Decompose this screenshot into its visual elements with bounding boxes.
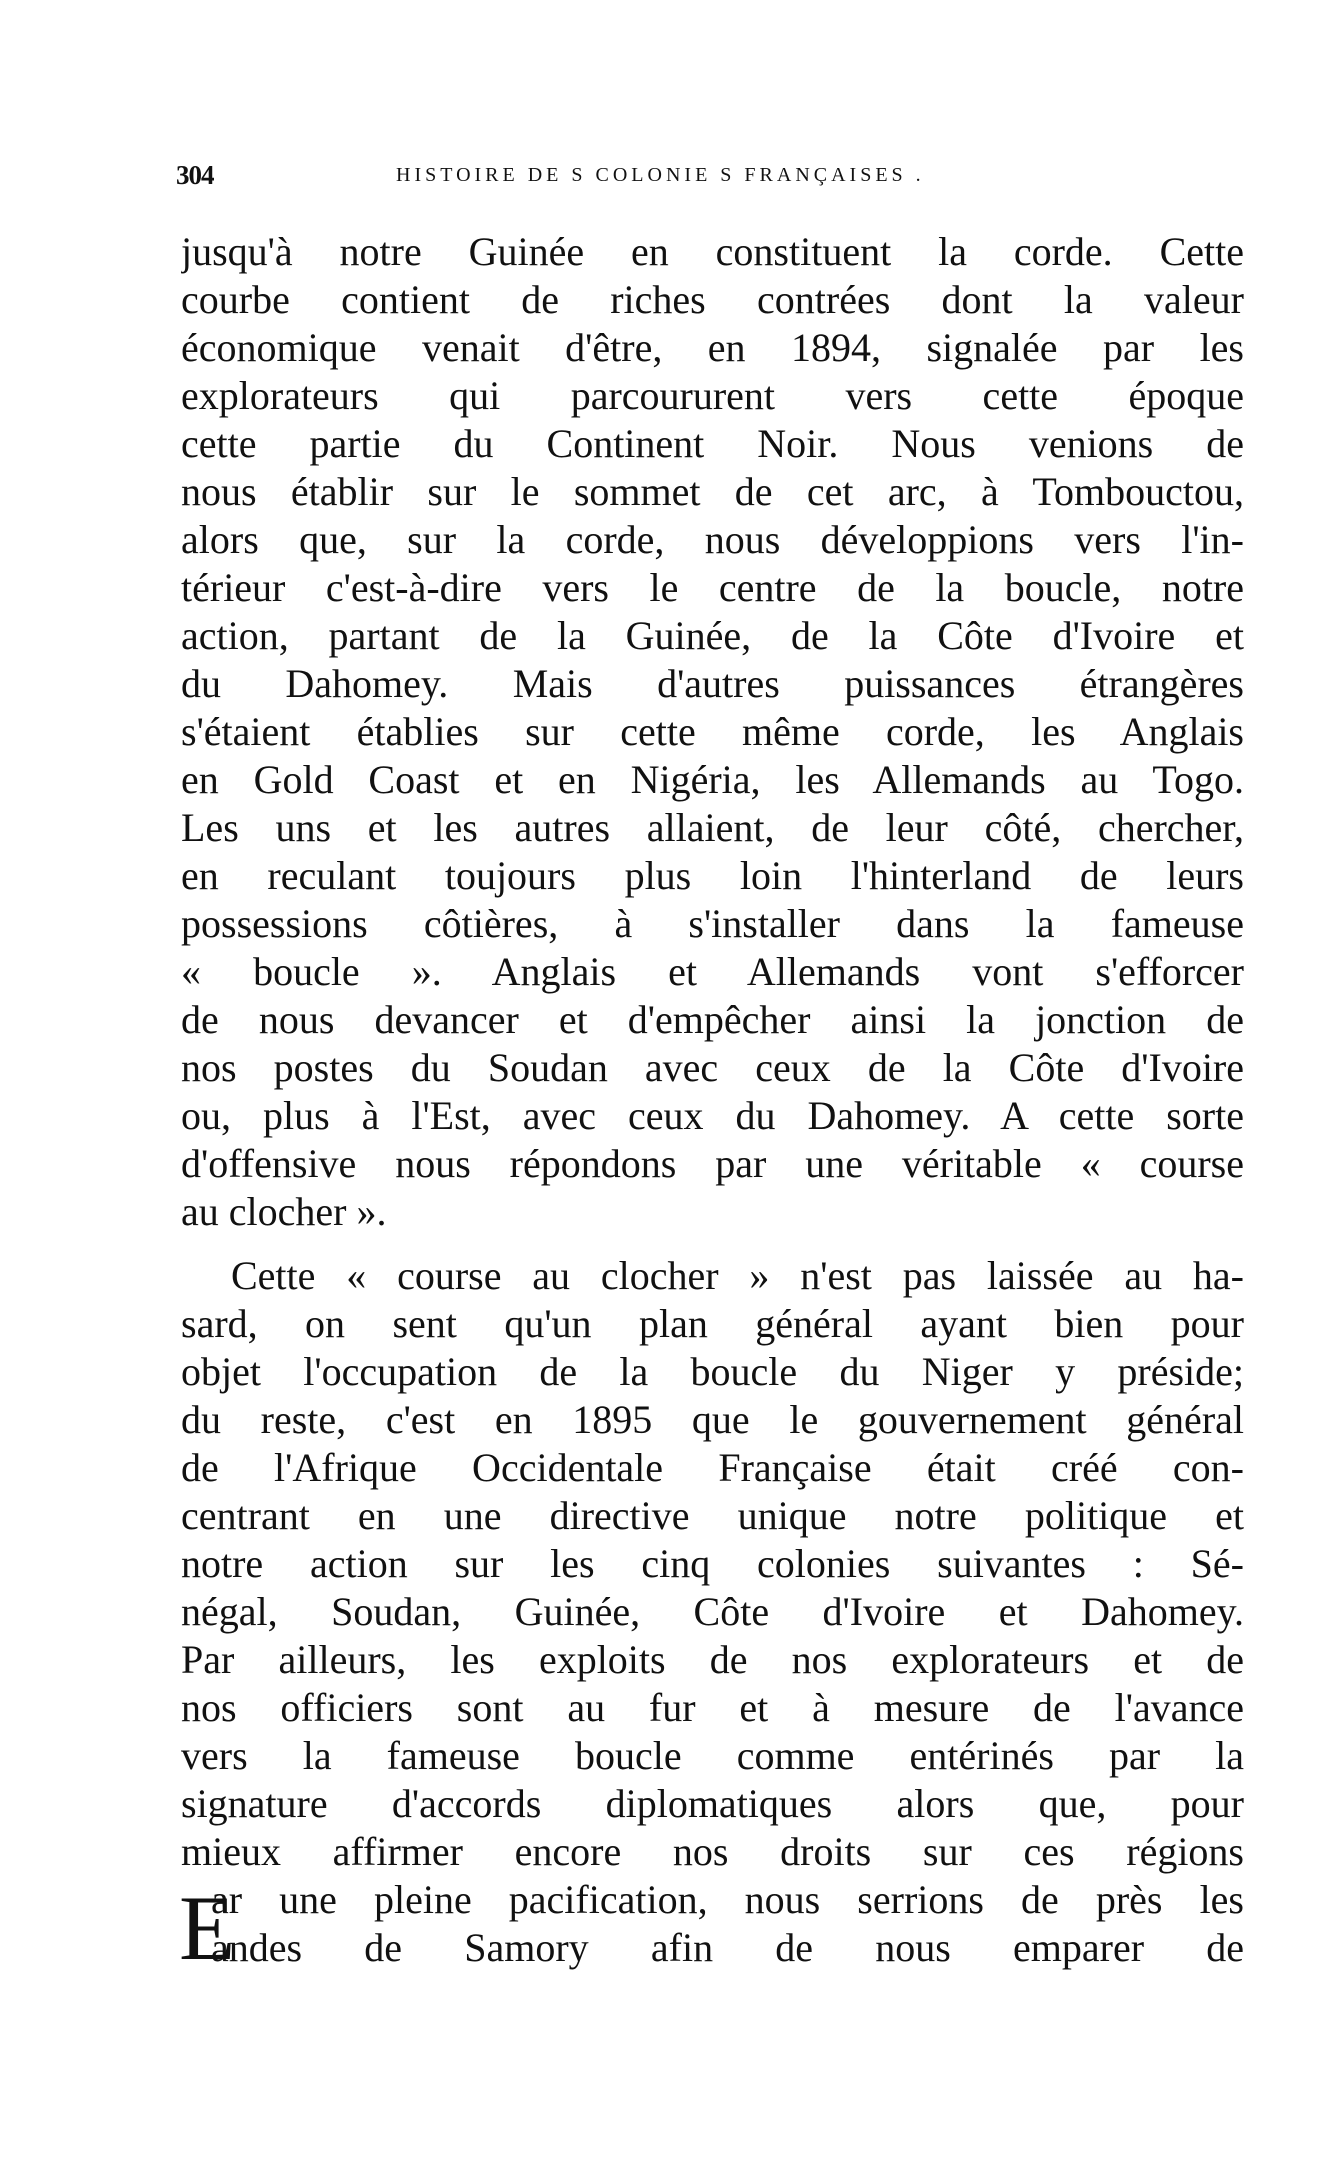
text-line: au clocher ».: [181, 1189, 387, 1234]
text-line: Cette « course au clocher » n'est pas laissée au ha-: [231, 1253, 1244, 1298]
paragraph: [181, 228, 1244, 1236]
text-line: explorateurs qui parcoururent vers cette époque: [181, 373, 1244, 418]
text-line: négal, Soudan, Guinée, Côte d'Ivoire et Dahomey.: [181, 1589, 1244, 1634]
text-line: ou, plus à l'Est, avec ceux du Dahomey. A cette sorte: [181, 1093, 1244, 1138]
text-line: du reste, c'est en 1895 que le gouvernement général: [181, 1397, 1244, 1442]
text-line: signature d'accords diplomatiques alors que, pour: [181, 1781, 1244, 1826]
text-line: cette partie du Continent Noir. Nous venions de: [181, 421, 1244, 466]
drop-cap-section: [179, 1876, 1244, 1979]
text-line: notre action sur les cinq colonies suivantes : Sé-: [181, 1541, 1244, 1586]
text-line: sard, on sent qu'un plan général ayant bien pour: [181, 1301, 1244, 1346]
text-line: du Dahomey. Mais d'autres puissances étrangères: [181, 661, 1244, 706]
text-line: objet l'occupation de la boucle du Niger y préside;: [181, 1349, 1244, 1394]
text-line: térieur c'est-à-dire vers le centre de la boucle, notre: [181, 565, 1244, 610]
text-line: s'étaient établies sur cette même corde, les Anglais: [181, 709, 1244, 754]
text-line: alors que, sur la corde, nous développions vers l'in-: [181, 517, 1244, 562]
paragraph: [181, 1252, 1244, 1876]
text-line: Les uns et les autres allaient, de leur côté, chercher,: [181, 805, 1244, 850]
running-title: HISTOIRE DE S COLONIE S FRANÇAISES .: [396, 164, 925, 186]
text-line: « boucle ». Anglais et Allemands vont s'efforcer: [181, 949, 1244, 994]
page-header: [176, 160, 1006, 200]
text-line: nous établir sur le sommet de cet arc, à Tombouctou,: [181, 469, 1244, 514]
text-line: nos postes du Soudan avec ceux de la Côte d'Ivoire: [181, 1045, 1244, 1090]
text-line: de nous devancer et d'empêcher ainsi la jonction de: [181, 997, 1244, 1042]
text-line: possessions côtières, à s'installer dans la fameuse: [181, 901, 1244, 946]
text-line: nos officiers sont au fur et à mesure de l'avance: [181, 1685, 1244, 1730]
text-line: Par ailleurs, les exploits de nos explorateurs et de: [181, 1637, 1244, 1682]
text-line: mieux affirmer encore nos droits sur ces régions: [181, 1829, 1244, 1874]
text-line: ar une pleine pacification, nous serrions de près les: [211, 1877, 1244, 1922]
text-line: vers la fameuse boucle comme entérinés par la: [181, 1733, 1244, 1778]
text-line: économique venait d'être, en 1894, signalée par les: [181, 325, 1244, 370]
page-number: 304: [176, 160, 214, 190]
text-line: jusqu'à notre Guinée en constituent la corde. Cette: [181, 229, 1244, 274]
text-line: d'offensive nous répondons par une véritable « course: [181, 1141, 1244, 1186]
body-text: [179, 228, 1244, 1979]
text-line: action, partant de la Guinée, de la Côte d'Ivoire et: [181, 613, 1244, 658]
text-line: en reculant toujours plus loin l'hinterland de leurs: [181, 853, 1244, 898]
paragraph-gap: [181, 1236, 1244, 1252]
text-line: centrant en une directive unique notre politique et: [181, 1493, 1244, 1538]
text-line: en Gold Coast et en Nigéria, les Allemands au Togo.: [181, 757, 1244, 802]
text-line: de l'Afrique Occidentale Française était créé con-: [181, 1445, 1244, 1490]
text-line: courbe contient de riches contrées dont la valeur: [181, 277, 1244, 322]
text-line: andes de Samory afin de nous emparer de: [211, 1925, 1244, 1970]
drop-cap-letter: E: [179, 1877, 236, 1979]
